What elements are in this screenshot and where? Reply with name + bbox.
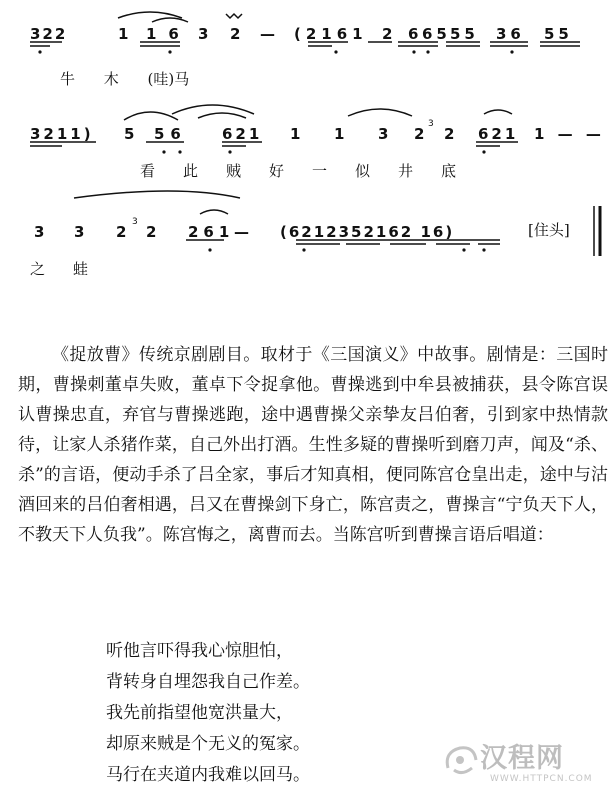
poem-line: 我先前指望他宽洪量大，	[106, 703, 293, 723]
note-group: 322	[30, 25, 68, 43]
note-group: (2161	[294, 25, 368, 43]
note-group: 1	[290, 125, 301, 143]
lyric-line-3: 之蛙	[30, 260, 117, 278]
note-group: 3	[198, 25, 209, 43]
note-group: 56	[154, 125, 187, 143]
note-group: (6212352162 16)	[280, 223, 455, 241]
note-group: 261	[188, 223, 235, 241]
lyric-line-2: 看此贼好一似井底	[140, 162, 485, 180]
poem-line: 听他言吓得我心惊胆怕，	[106, 641, 293, 661]
note-group: 2	[382, 25, 393, 43]
note-group: 3	[378, 125, 389, 143]
description-paragraph: 《捉放曹》传统京剧剧目。取材于《三国演义》中故事。剧情是：三国时期，曹操刺董卓失败，董卓下令捉拿他。曹操逃到中牟县被捕获，县令陈宫误认曹操忠直，弃官与曹操逃跑，途中遇曹操父亲挚友吕伯奢，引到家中热情款待，让家人杀猪作菜，自己外出打酒。生性多疑的曹操听到磨刀声，闻及“杀、杀”的言语，便动手杀了吕全家，事后才知真相，便同陈宫仓皇出走，途中与沽酒回来的吕伯奢相遇，吕又在曹操剑下身亡，陈宫责之，曹操言“宁负天下人，不教天下人负我”。陈宫悔之，离曹而去。当陈宫听到曹操言语后唱道：	[18, 345, 608, 545]
note-group: 6	[408, 25, 419, 43]
dash-mark: —	[260, 25, 275, 43]
note-group: 2	[230, 25, 241, 43]
note-group: 621	[478, 125, 519, 143]
note-group: 1	[334, 125, 345, 143]
note-group: 1 — —	[534, 125, 605, 143]
poem-line: 马行在夹道内我难以回马。	[106, 765, 310, 785]
watermark-url: WWW.HTTPCN.COM	[490, 774, 593, 784]
note-group: 2	[444, 125, 455, 143]
poem-line: 背转身自埋怨我自己作差。	[106, 672, 310, 692]
note-group: 1	[118, 25, 129, 43]
description-text	[18, 340, 608, 550]
note-group: 55	[450, 25, 479, 43]
dash-mark: —	[234, 223, 249, 241]
poem-line: 却原来贼是个无义的冤家。	[106, 734, 310, 754]
note-group: 621	[222, 125, 263, 143]
note-group: 36	[496, 25, 525, 43]
jianpu-score	[0, 0, 612, 290]
watermark	[440, 732, 612, 794]
repeat-marker: [住头]	[528, 221, 570, 239]
watermark-logo-icon	[440, 738, 484, 782]
note-group: 65	[422, 25, 451, 43]
note-group: 3	[74, 223, 85, 241]
note-group: 3211)	[30, 125, 94, 143]
grace-note: 3	[132, 217, 138, 227]
note-group: 2	[414, 125, 425, 143]
note-group: 2	[116, 223, 127, 241]
watermark-brand: 汉程网	[480, 743, 564, 774]
note-group: 2	[146, 223, 157, 241]
lyric-poem	[106, 636, 310, 791]
lyric-line-1: 牛 木 (哇)马	[60, 70, 190, 88]
grace-note: 3	[428, 119, 434, 129]
note-group: 5	[124, 125, 135, 143]
score-notation-marks	[0, 0, 612, 290]
note-group: 16	[146, 25, 191, 43]
note-group: 3	[34, 223, 45, 241]
note-group: 55	[544, 25, 573, 43]
